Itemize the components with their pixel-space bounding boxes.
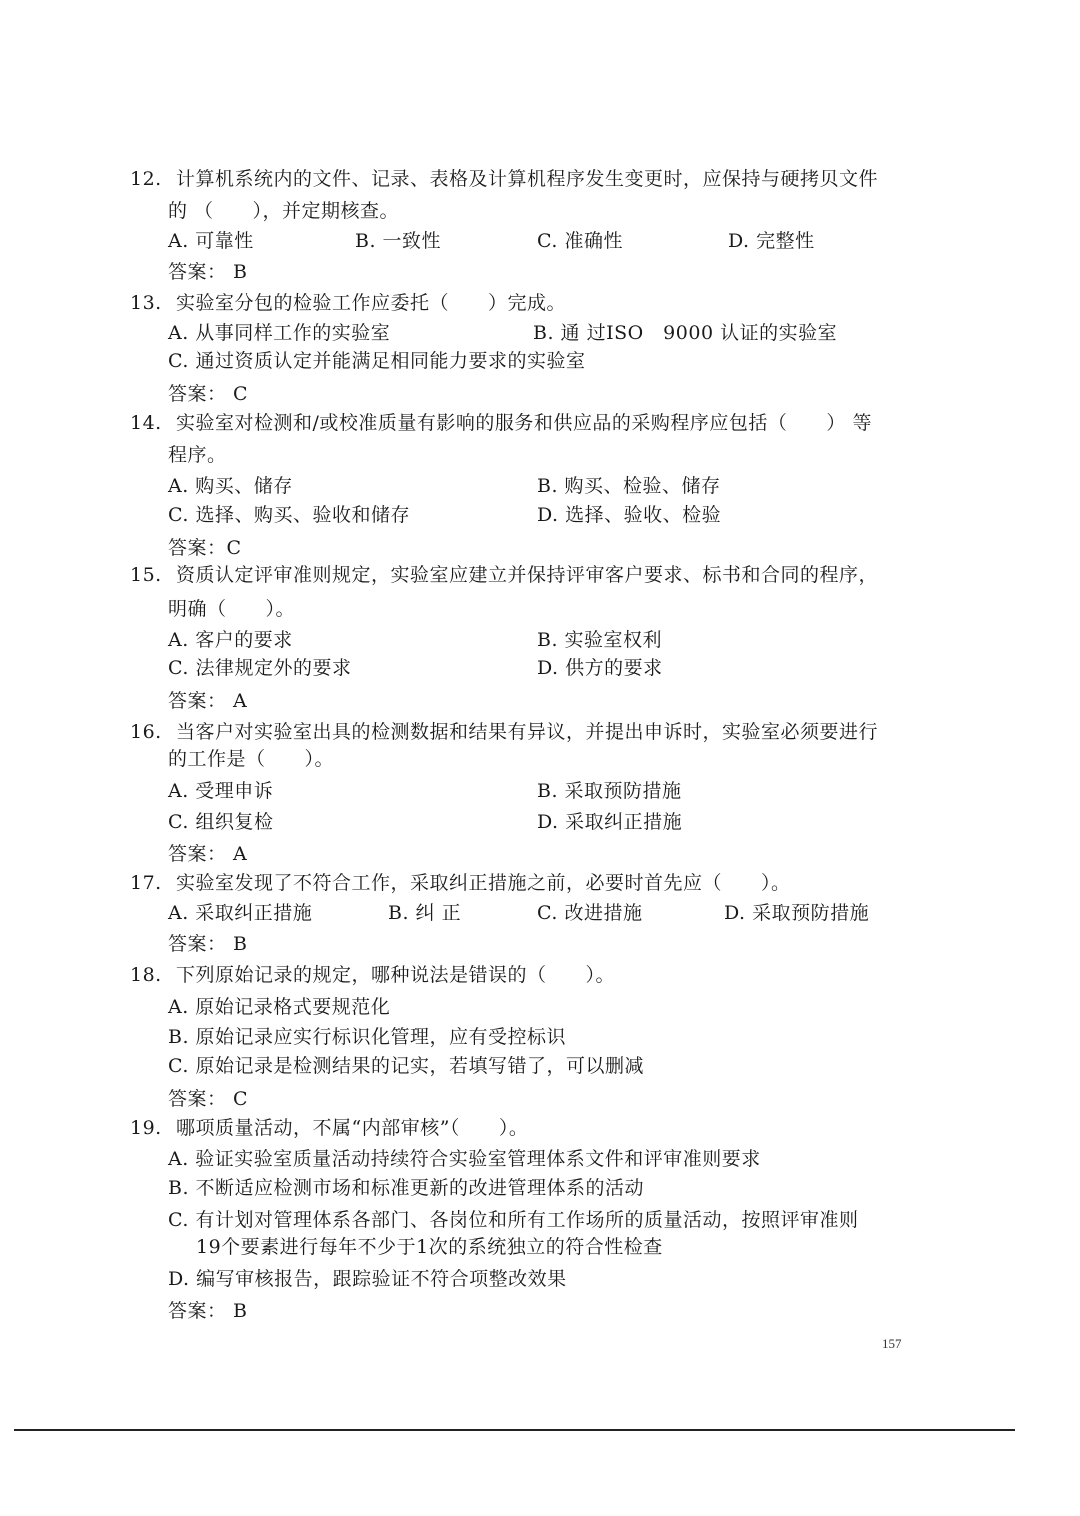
option: D. 选择、验收、检验 [537, 504, 722, 526]
question-stem: 计算机系统内的文件、记录、表格及计算机程序发生变更时，应保持与硬拷贝文件 [176, 168, 879, 190]
option: C. 改进措施 [537, 902, 643, 924]
option: B. 一致性 [355, 230, 442, 252]
option: B. 通 过ISO 9000 认证的实验室 [533, 322, 838, 344]
question-number: 15. [130, 564, 162, 586]
option: C. 原始记录是检测结果的记实，若填写错了，可以删减 [168, 1055, 644, 1077]
option: B. 原始记录应实行标识化管理，应有受控标识 [168, 1026, 567, 1048]
option: B. 采取预防措施 [537, 780, 682, 802]
answer: 答案： A [168, 690, 248, 712]
option: C. 有计划对管理体系各部门、各岗位和所有工作场所的质量活动，按照评审准则 [168, 1209, 859, 1231]
option: B. 不断适应检测市场和标准更新的改进管理体系的活动 [168, 1177, 645, 1199]
option: A. 受理申诉 [168, 780, 274, 802]
option: A. 购买、储存 [168, 475, 293, 497]
option: 19个要素进行每年不少于1次的系统独立的符合性检查 [196, 1236, 663, 1258]
option: C. 准确性 [537, 230, 623, 252]
question-stem: 下列原始记录的规定，哪种说法是错误的（ ）。 [176, 964, 616, 986]
question-number: 13. [130, 292, 162, 314]
question-stem: 当客户对实验室出具的检测数据和结果有异议，并提出申诉时，实验室必须要进行 [176, 721, 879, 743]
question-stem: 明确（ ）。 [168, 598, 296, 620]
page-number: 157 [882, 1336, 902, 1351]
option: C. 组织复检 [168, 811, 274, 833]
option: B. 购买、检验、储存 [537, 475, 721, 497]
question-stem: 实验室分包的检验工作应委托（ ）完成。 [176, 292, 567, 314]
option: B. 纠 正 [388, 902, 462, 924]
option: D. 采取纠正措施 [537, 811, 683, 833]
option: A. 原始记录格式要规范化 [168, 996, 391, 1018]
answer: 答案： B [168, 933, 248, 955]
option: A. 可靠性 [168, 230, 254, 252]
option: C. 通过资质认定并能满足相同能力要求的实验室 [168, 350, 586, 372]
question-stem: 的工作是（ ）。 [168, 748, 335, 770]
question-stem: 实验室发现了不符合工作，采取纠正措施之前，必要时首先应（ ）。 [176, 872, 791, 894]
option: B. 实验室权利 [537, 629, 663, 651]
question-number: 17. [130, 872, 162, 894]
answer: 答案： B [168, 261, 248, 283]
option: C. 法律规定外的要求 [168, 657, 352, 679]
question-number: 16. [130, 721, 162, 743]
option: A. 客户的要求 [168, 629, 293, 651]
answer: 答案：C [168, 537, 242, 559]
option: A. 从事同样工作的实验室 [168, 322, 391, 344]
answer: 答案： C [168, 383, 249, 405]
question-stem: 程序。 [168, 444, 227, 466]
answer: 答案： B [168, 1300, 248, 1322]
option: D. 采取预防措施 [724, 902, 870, 924]
question-stem: 哪项质量活动，不属“内部审核”（ ）。 [176, 1117, 529, 1139]
option: D. 供方的要求 [537, 657, 663, 679]
footer-rule [14, 1429, 1015, 1431]
question-stem: 实验室对检测和/或校准质量有影响的服务和供应品的采购程序应包括（ ） 等 [176, 412, 872, 434]
question-number: 12. [130, 168, 162, 190]
answer: 答案： C [168, 1088, 249, 1110]
answer: 答案： A [168, 843, 248, 865]
option: D. 完整性 [728, 230, 815, 252]
question-stem: 资质认定评审准则规定，实验室应建立并保持评审客户要求、标书和合同的程序， [176, 564, 879, 586]
option: A. 验证实验室质量活动持续符合实验室管理体系文件和评审准则要求 [168, 1148, 761, 1170]
option: C. 选择、购买、验收和储存 [168, 504, 410, 526]
question-number: 14. [130, 412, 162, 434]
question-number: 19. [130, 1117, 162, 1139]
option: A. 采取纠正措施 [168, 902, 313, 924]
option: D. 编写审核报告，跟踪验证不符合项整改效果 [168, 1268, 567, 1290]
question-number: 18. [130, 964, 162, 986]
question-stem: 的 （ ），并定期核查。 [168, 200, 400, 222]
